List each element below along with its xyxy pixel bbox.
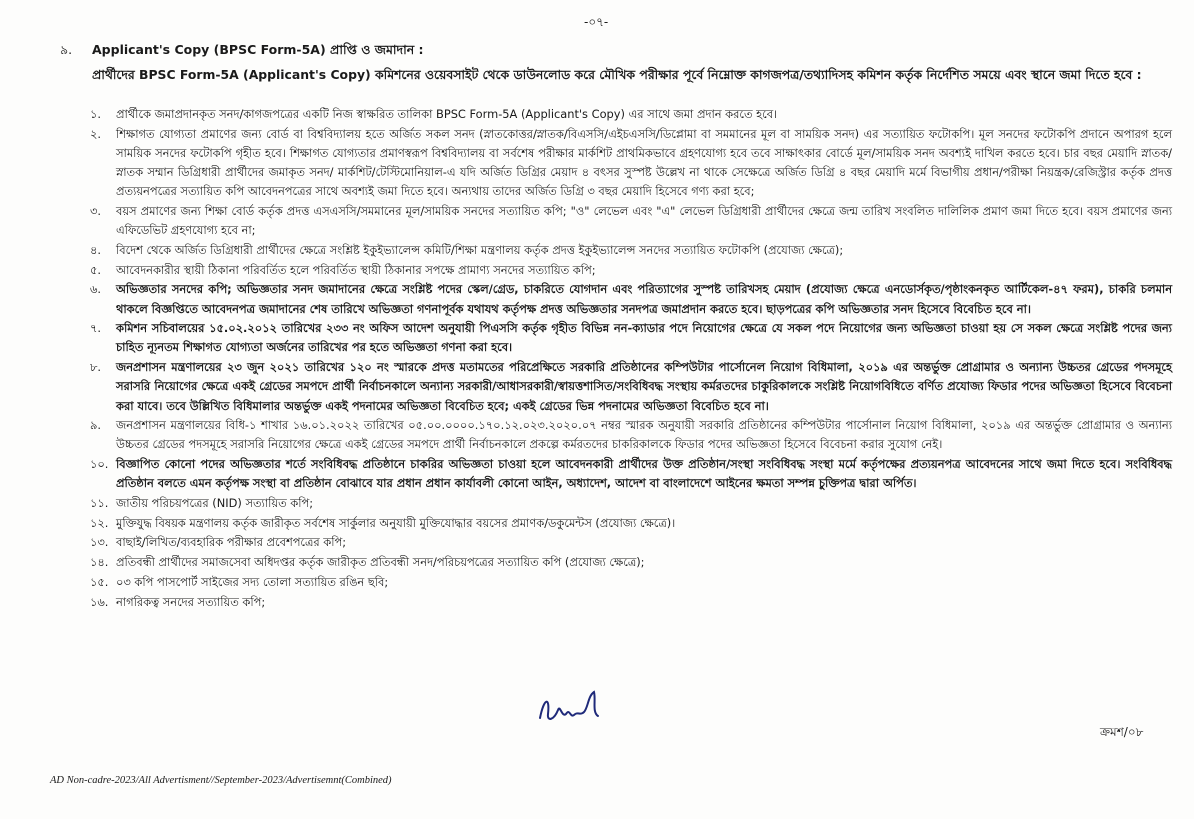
- item-text: প্রার্থীকে জমাপ্রদানকৃত সনদ/কাগজপত্রের একটি নিজ স্বাক্ষরিত তালিকা BPSC Form-5A (Applicant's Copy) এর সাথে জমা প্রদান করতে হবে।: [116, 107, 778, 121]
- item-text: আবেদনকারীর স্থায়ী ঠিকানা পরিবর্তিত হলে পরিবর্তিত স্থায়ী ঠিকানার সপক্ষে প্রামাণ্য সনদের সত্যায়িত কপি;: [116, 262, 596, 277]
- section-intro: প্রার্থীদের BPSC Form-5A (Applicant's Copy) কমিশনের ওয়েবসাইট থেকে ডাউনলোড করে মৌখিক পরীক্ষার পূর্বে নিম্নোক্ত কাগজপত্র/তথ্যাদিসহ কমিশন কর্তৃক নির্দেশিত সময়ে এবং স্থানে জমা দিতে হবে :: [92, 67, 1142, 82]
- section-title: Applicant's Copy (BPSC Form-5A) প্রাপ্তি ও জমাদান :: [92, 42, 424, 57]
- list-item: [60, 553, 1172, 572]
- item-text: জাতীয় পরিচয়পত্রের (NID) সত্যায়িত কপি;: [116, 496, 314, 511]
- list-item: [60, 416, 1172, 454]
- item-text: অভিজ্ঞতার সনদের কপি; অভিজ্ঞতার সনদ জমাদানের ক্ষেত্রে সংশ্লিষ্ট পদের স্কেল/গ্রেড, চাকরিতে যোগদান এবং পরিত্যাগের সুস্পষ্ট তারিখসহ মেয়াদ (প্রযোজ্য ক্ষেত্রে এনডোর্সকৃত/পৃষ্ঠাংকনকৃত আর্টিকেল-৪৭ ফরম), চাকরি চলমান থাকলে বিজ্ঞপ্তিতে আবেদনপত্র জমাদানের শেষ তারিখে অভিজ্ঞতা গণনাপূর্বক যথাযথ কর্তৃপক্ষ প্রদত্ত অভিজ্ঞতার সনদপত্র জমাপ্রদান করতে হবে। ছাড়পত্রের কপি অভিজ্ঞতার সনদ হিসেবে বিবেচিত হবে না।: [116, 282, 1172, 316]
- item-number: ১১.: [90, 496, 109, 511]
- item-text: জনপ্রশাসন মন্ত্রণালয়ের ২৩ জুন ২০২১ তারিখের ১২০ নং স্মারকে প্রদত্ত মতামতের পরিপ্রেক্ষিতে সরকারি প্রতিষ্ঠানের কম্পিউটার পার্সোনেল নিয়োগ বিধিমালা, ২০১৯ এর অন্তর্ভুক্ত প্রোগ্রামার ও অন্যান্য উচ্চতর গ্রেডের পদসমূহে সরাসরি নিয়োগের ক্ষেত্রে একই গ্রেডের সমপদে প্রার্থী নির্বাচনকালে অন্যান্য সরকারী/আধাসরকারী/স্বায়ত্তশাসিত/সংবিধিবদ্ধ সংস্থায় কর্মরতদের চাকুরিকালকে সংশ্লিষ্ট নিয়োগবিধিতে বর্ণিত প্রযোজ্য ফিডার পদের অভিজ্ঞতা হিসেবে বিবেচনা করা যাবে। তবে উল্লিখিত বিধিমালার অন্তর্ভুক্ত একই পদনামের অভিজ্ঞতা বিবেচিত হবে; একই গ্রেডের ভিন্ন পদনামের অভিজ্ঞতা বিবেচিত হবে না।: [116, 360, 1172, 413]
- item-text: প্রতিবন্ধী প্রার্থীদের সমাজসেবা অধিদপ্তর কর্তৃক জারীকৃত প্রতিবন্ধী সনদ/পরিচয়পত্রের সত্যায়িত কপি (প্রযোজ্য ক্ষেত্রে);: [116, 555, 645, 570]
- footer-reference: AD Non-cadre-2023/All Advertisment//September-2023/Advertisemnt(Combined): [50, 775, 392, 786]
- item-number: ১৬.: [90, 594, 109, 609]
- signature: [536, 688, 606, 728]
- list-item: [60, 105, 1172, 124]
- item-text: শিক্ষাগত যোগ্যতা প্রমাণের জন্য বোর্ড বা বিশ্ববিদ্যালয় হতে অর্জিত সকল সনদ (স্নাতকোত্তর/স্নাতক/বিএসসি/এইচএসসি/ডিপ্লোমা বা সমমানের মূল বা সাময়িক সনদ) এর সত্যায়িত ফটোকপি। মূল সনদের ফটোকপি প্রদানে অপারগ হলে সাময়িক সনদের ফটোকপি গৃহীত হবে। শিক্ষাগত যোগ্যতার প্রমাণস্বরূপ বিশ্ববিদ্যালয় বা সর্বশেষ পরীক্ষার মার্কশিট প্রাথমিকভাবে গ্রহণযোগ্য হবে তবে সাক্ষাৎকার বোর্ডে মূল/সাময়িক সনদ অবশ্যই দাখিল করতে হবে। চার বছর মেয়াদি স্নাতক/স্নাতক সম্মান ডিগ্রিধারী প্রার্থীদের জমাকৃত সনদ/ মার্কশিট/টেস্টিমোনিয়াল-এ যদি অর্জিত ডিগ্রির মেয়াদ ৪ বৎসর সুস্পষ্ট উল্লেখ না থাকে সেক্ষেত্রে অর্জিত ডিগ্রি ৪ বছর মেয়াদি মর্মে বিভাগীয় প্রধান/পরীক্ষা নিয়ন্ত্রক/রেজিস্ট্রার কর্তৃক প্রদত্ত প্রত্যয়নপত্রের সত্যায়িত কপি আবেদনপত্রের সাথে অবশ্যই জমা দিতে হবে। অন্যথায় তাদের অর্জিত ডিগ্রি ৩ বছর মেয়াদি হিসেবে গণ্য করা হবে;: [116, 126, 1172, 199]
- item-number: ৭.: [90, 321, 102, 336]
- list-item: [60, 241, 1172, 260]
- list-item: [60, 319, 1172, 357]
- section-index: ৯.: [60, 42, 73, 57]
- item-number: ১০.: [90, 457, 109, 472]
- section-heading: [60, 42, 424, 62]
- item-text: বয়স প্রমাণের জন্য শিক্ষা বোর্ড কর্তৃক প্রদত্ত এসএসসি/সমমানের মূল/সাময়িক সনদের সত্যায়িত কপি; "ও" লেভেল এবং "এ" লেভেল ডিগ্রিধারী প্রার্থীদের ক্ষেত্রে জন্ম তারিখ সংবলিত দালিলিক প্রমাণ জমা দিতে হবে। বয়স প্রমাণের জন্য এফিডেভিট গ্রহণযোগ্য হবে না;: [116, 204, 1172, 238]
- item-text: বাছাই/লিখিত/ব্যবহারিক পরীক্ষার প্রবেশপত্রের কপি;: [116, 535, 347, 550]
- item-number: ৯.: [90, 418, 102, 433]
- item-text: বিজ্ঞাপিত কোনো পদের অভিজ্ঞতার শর্তে সংবিধিবদ্ধ প্রতিষ্ঠানে চাকরির অভিজ্ঞতা চাওয়া হলে আবেদনকারী প্রার্থীদের উক্ত প্রতিষ্ঠান/সংস্থা সংবিধিবদ্ধ সংস্থা মর্মে কর্তৃপক্ষের প্রত্যয়নপত্র আবেদনের সাথে জমা দিতে হবে। সংবিধিবদ্ধ প্রতিষ্ঠান বলতে এমন কর্তৃপক্ষ সংস্থা বা প্রতিষ্ঠান বোঝাবে যার প্রধান প্রধান কার্যাবলী কোনো আইন, অধ্যাদেশ, আদেশ বা বাংলাদেশে আইনের ক্ষমতা সম্পন্ন চুক্তিপত্র দ্বারা অর্পিত।: [116, 457, 1172, 491]
- item-number: ১.: [90, 107, 102, 121]
- page-number: -০৭-: [584, 15, 609, 29]
- list-item: [60, 280, 1172, 318]
- item-number: ৬.: [90, 282, 102, 297]
- continued-marker: ক্রমশ/০৮: [1100, 725, 1144, 739]
- item-number: ৩.: [90, 204, 102, 219]
- item-text: ০৩ কপি পাসপোর্ট সাইজের সদ্য তোলা সত্যায়িত রঙিন ছবি;: [116, 574, 389, 589]
- item-number: ১২.: [90, 515, 109, 530]
- list-item: [60, 358, 1172, 416]
- item-number: ১৩.: [90, 535, 109, 550]
- item-number: ২.: [90, 126, 102, 141]
- item-text: কমিশন সচিবালয়ের ১৫.০২.২০১২ তারিখের ২৩৩ নং অফিস আদেশ অনুযায়ী পিএসসি কর্তৃক গৃহীত বিভিন্ন নন-ক্যাডার পদে নিয়োগের ক্ষেত্রে যে সকল পদে নিয়োগের জন্য অভিজ্ঞতা চাওয়া হয় সে সকল ক্ষেত্রে সংশ্লিষ্ট পদের জন্য চাহিত ন্যূনতম শিক্ষাগত যোগ্যতা অর্জনের তারিখের পর হতে অভিজ্ঞতা গণনা করা হবে।: [116, 321, 1172, 355]
- list-item: [60, 494, 1172, 513]
- list-item: [60, 261, 1172, 280]
- requirements-list: [60, 105, 1172, 612]
- item-text: বিদেশ থেকে অর্জিত ডিগ্রিধারী প্রার্থীদের ক্ষেত্রে সংশ্লিষ্ট ইকুইভ্যালেন্স কমিটি/শিক্ষা মন্ত্রণালয় কর্তৃক প্রদত্ত ইকুইভ্যালেন্স সনদের সত্যায়িত ফটোকপি (প্রযোজ্য ক্ষেত্রে);: [116, 242, 844, 257]
- item-text: মুক্তিযুদ্ধ বিষয়ক মন্ত্রণালয় কর্তৃক জারীকৃত সর্বশেষ সার্কুলার অনুযায়ী মুক্তিযোদ্ধার বয়সের প্রমাণক/ডকুমেন্টস (প্রযোজ্য ক্ষেত্রে)।: [116, 515, 676, 530]
- list-item: [60, 125, 1172, 202]
- list-item: [60, 593, 1172, 612]
- list-item: [60, 573, 1172, 592]
- list-item: [60, 514, 1172, 533]
- item-number: ১৪.: [90, 555, 109, 570]
- item-number: ৫.: [90, 262, 102, 277]
- item-number: ১৫.: [90, 574, 109, 589]
- item-number: ৮.: [90, 360, 102, 375]
- item-text: জনপ্রশাসন মন্ত্রণালয়ের বিধি-১ শাখার ১৬.০১.২০২২ তারিখের ০৫.০০.০০০০.১৭০.১২.০২৩.২০২০.০৭ নম্বর স্মারক অনুযায়ী সরকারি প্রতিষ্ঠানের কম্পিউটার পার্সোনাল নিয়োগ বিধিমালা, ২০১৯ এর অন্তর্ভুক্ত প্রোগ্রামার ও অন্যান্য উচ্চতর গ্রেডের পদসমূহে সরাসরি নিয়োগের ক্ষেত্রে একই গ্রেডের সমপদে প্রার্থী নির্বাচনকালে প্রকল্পে কর্মরতদের চাকরিকালকে ফিডার পদের অভিজ্ঞতা হিসেবে বিবেচনা করার সুযোগ নেই।: [116, 418, 1172, 452]
- list-item: [60, 533, 1172, 552]
- item-number: ৪.: [90, 242, 102, 257]
- list-item: [60, 202, 1172, 240]
- item-text: নাগরিকত্ব সনদের সত্যায়িত কপি;: [116, 594, 266, 609]
- list-item: [60, 455, 1172, 493]
